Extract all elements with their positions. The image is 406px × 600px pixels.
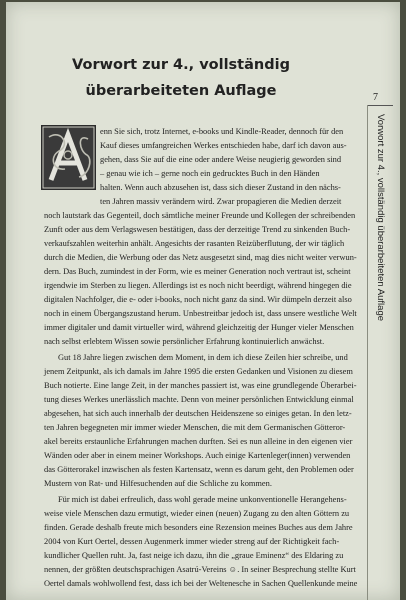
text-line: weise viele Menschen dazu ermutigt, wieder einen (neuen) Zugang zu den alten Göttern zu [44,509,350,518]
text-line: noch lautstark das Gegenteil, doch sämtliche meiner Freunde und Kollegen der schreibenden [44,211,356,220]
text-line: Für mich ist dabei erfreulich, dass wohl gerade meine unkonventionelle Herangehens- [58,495,347,504]
running-header-block [367,92,393,322]
text-line: Wänden oder aber in einem meiner Workshops. Auch einige Kartenleger(innen) verwenden [44,451,351,460]
page-number: 7 [373,92,378,103]
text-line: kundlicher Quellen ruht. Ja, fast neige ich dazu, ihn die „graue Eminenz“ des Eldaring zu [44,551,344,560]
text-line: ten Jahren begegneten mir immer wieder Menschen, die mit dem Germanischen Götteror- [44,423,346,432]
text-line: das Götterorakel inzwischen als festen Kartensatz, wenn es darum geht, den Problemen oder [44,465,354,474]
text-line: ten Jahren massiv verändern wird. Zwar propagieren die Medien derzeit [100,197,342,206]
text-line: Gut 18 Jahre liegen zwischen dem Moment, in dem ich diese Zeilen hier schreibe, und [58,353,348,362]
text-line: nach selbst erlebtem Wissen sowie persönlicher Erfahrung kontinuierlich anwächst. [44,337,325,346]
text-line: halten. Wenn auch abzusehen ist, dass sich dieser Zustand in den nächs- [100,183,341,192]
text-line: – genau wie ich – gerne noch ein gedrucktes Buch in den Händen [100,169,320,178]
text-line: Kauf dieses umfangreichen Werkes entschieden habe, darf ich davon aus- [100,141,347,150]
text-line: verkaufszahlen weiterhin anhält. Angesichts der rasanten Reizüberflutung, der wir täglich [44,239,345,248]
chapter-title-line-1: Vorwort zur 4., vollständig [72,57,290,73]
text-line: Mustern von Rat- und Hilfesuchenden auf die Schliche zu kommen. [44,479,272,488]
text-line: irgendwie im Sterben zu liegen. Allerdings ist es noch nicht beerdigt, während hingegen die [44,281,352,290]
text-line: finden. Gerade deshalb freute mich besonders eine Rezension meines Buches aus dem Jahre [44,523,353,532]
text-line: abgesehen, hat sich auch innerhalb der deutschen Heidenszene so einiges getan. In den letz- [44,409,352,418]
text-line: Oertel damals wohlwollend fest, dass ich bei der Weltenesche in Sachen Quellenkunde meine [44,579,358,588]
text-line: Buch notierte. Eine lange Zeit, in der manches passiert ist, was eine grundlegende Überarbei- [44,381,357,390]
margin-rule [367,105,368,600]
text-line: enn Sie sich, trotz Internet, e-books und Kindle-Reader, dennoch für den [100,127,344,136]
running-header: Vorwort zur 4., vollständig überarbeiteten Auflage [375,114,386,322]
header-rule [367,105,393,106]
text-line: gehen, dass Sie auf die eine oder andere Weise neugierig geworden sind [100,155,342,164]
book-page [6,2,400,600]
chapter-title-line-2: überarbeiteten Auflage [85,83,277,99]
text-line: nennen, der größten deutschsprachigen Asatrú-Vereins ☺. In seiner Besprechung stellte Kurt [44,565,356,574]
text-line: Zunft oder aus dem Verlagswesen bestätigen, dass der derzeitige Trend zu sinkenden Buch- [44,225,351,234]
text-line: immer digitaler und damit virtueller wird, während gleichzeitig der Hunger vieler Menschen [44,323,354,332]
ornamental-drop-cap [41,125,96,190]
text-line: digitalen Nachfolger, die e- oder i-books, noch nicht ganz da sind. Wir dümpeln derzeit also [44,295,352,304]
text-line: dern. Das Buch, zumindest in der Form, wie es meiner Generation noch vertraut ist, scheint [44,267,351,276]
text-line: jenem Zeitpunkt, als ich damals im Jahre 1995 die ersten Gedanken und Visionen zu diesem [44,367,353,376]
text-line: akel bereits erstaunliche Erfahrungen machen durften. Sei es nun alleine in den eigenen vier [44,437,353,446]
knotwork-initial-icon [41,125,96,190]
text-line: 2004 von Kurt Oertel, dessen Augenmerk immer wieder streng auf der Richtigkeit fach- [44,537,340,546]
text-line: durch die Medien, die Werbung oder das Netz ausgesetzt sind, mag dies nicht weiter verwun- [44,253,357,262]
text-line: noch in einem Übergangszustand herum. Unbestreitbar jedoch ist, dass unsere westliche Welt [44,309,357,318]
text-line: tung dieses Werkes unerlässlich machte. Denn von meiner persönlichen Entwicklung einmal [44,395,354,404]
